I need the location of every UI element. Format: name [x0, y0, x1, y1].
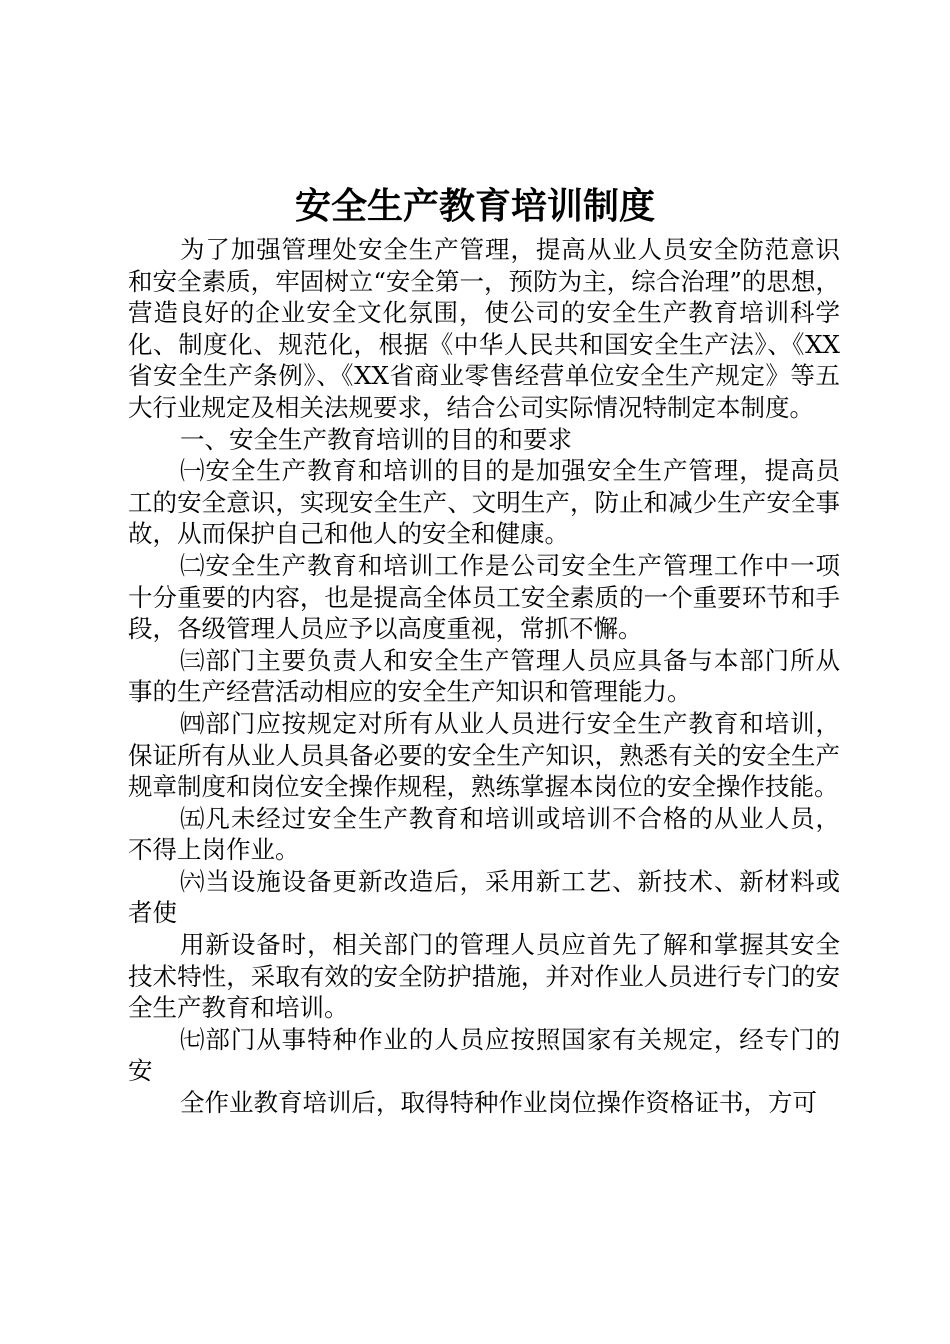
item-3-paragraph: ㈢部门主要负责人和安全生产管理人员应具备与本部门所从事的生产经营活动相应的安全生产知识和管理能力。: [128, 645, 840, 707]
intro-paragraph: 为了加强管理处安全生产管理，提高从业人员安全防范意识和安全素质，牢固树立“安全第一，预防为主，综合治理”的思想，营造良好的企业安全文化氛围，使公司的安全生产教育培训科学化、制度化、规范化，根据《中华人民共和国安全生产法》、《XX省安全生产条例》、《XX省商业零售经营单位安全生产规定》等五大行业规定及相关法规要求，结合公司实际情况特制定本制度。: [128, 235, 840, 422]
item-2-paragraph: ㈡安全生产教育和培训工作是公司安全生产管理工作中一项十分重要的内容，也是提高全体员工安全素质的一个重要环节和手段，各级管理人员应予以高度重视，常抓不懈。: [128, 550, 840, 644]
section-heading: 一、安全生产教育培训的目的和要求: [180, 424, 572, 454]
item-7-paragraph: ㈦部门从事特种作业的人员应按照国家有关规定，经专门的安: [128, 1024, 840, 1086]
item-7-continuation: 全作业教育培训后，取得特种作业岗位操作资格证书，方可: [180, 1088, 817, 1118]
document-title: 安全生产教育培训制度: [294, 186, 655, 227]
item-4-paragraph: ㈣部门应按规定对所有从业人员进行安全生产教育和培训，保证所有从业人员具备必要的安全生产知识，熟悉有关的安全生产规章制度和岗位安全操作规程，熟练掌握本岗位的安全操作技能。: [128, 708, 840, 802]
item-1-paragraph: ㈠安全生产教育和培训的目的是加强安全生产管理，提高员工的安全意识，实现安全生产、文明生产，防止和减少生产安全事故，从而保护自己和他人的安全和健康。: [128, 456, 840, 549]
item-6-continuation: 用新设备时，相关部门的管理人员应首先了解和掌握其安全技术特性，采取有效的安全防护措施，并对作业人员进行专门的安全生产教育和培训。: [128, 930, 840, 1023]
item-6-paragraph: ㈥当设施设备更新改造后，采用新工艺、新技术、新材料或者使: [128, 866, 840, 928]
document-body: [128, 234, 840, 1119]
item-5-paragraph: ㈤凡未经过安全生产教育和培训或培训不合格的从业人员，不得上岗作业。: [128, 803, 840, 865]
